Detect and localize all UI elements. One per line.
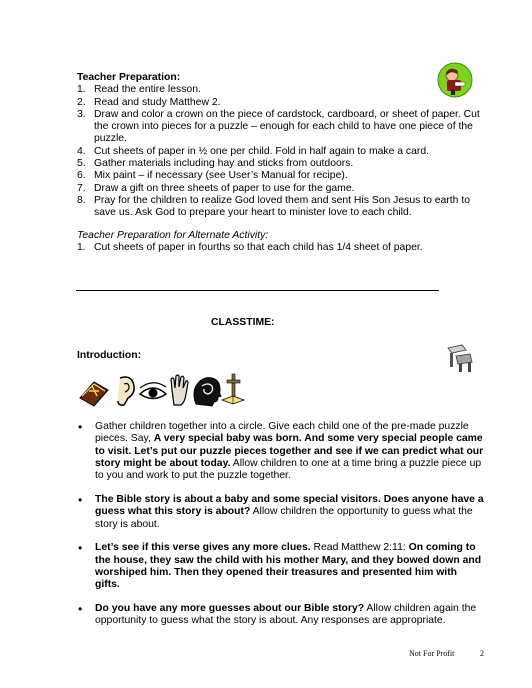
list-item: • Do you have any more guesses about our Bible story? Allow children again the opportunity to guess what the story is about. Any responses are appropriate. [78,603,484,628]
eye-icon [140,383,166,399]
list-item: 8. Pray for the children to realize God loved them and sent His Son Jesus to earth to save us. Ask God to prepare your heart to minister love to each child. [77,194,470,219]
list-item: 2. Read and study Matthew 2. [77,96,221,108]
hand-icon [171,375,188,405]
list-item: 1. Cut sheets of paper in fourths so that each child has 1/4 sheet of paper. [77,242,423,254]
list-item: • The Bible story is about a baby and some special visitors. Does anyone have a guess what this story is about? Allow children the opportunity to guess what the story is about. [78,494,484,531]
list-item: 6. Mix paint – if necessary (see User’s Manual for recipe). [77,170,348,182]
list-item: 7. Draw a gift on three sheets of paper to use for the game. [77,182,355,194]
classtime-heading: CLASSTIME: [211,317,275,328]
list-item: 1. Read the entire lesson. [77,84,201,96]
section-divider [76,290,439,291]
introduction-list [78,421,484,628]
alt-prep-heading: Teacher Preparation for Alternate Activity: [77,230,269,241]
bible-icon [80,382,108,406]
icon-strip [78,372,248,408]
head-icon [194,378,221,406]
list-item: • Gather children together into a circle. Give each child one of the pre-made puzzle pieces. Say, A very special baby was born. And some very special people came to visit. Let’s put our puzzle pieces together and see if we can predict what our story might be about today. Allow children to one at a time bring a puzzle piece up to you and work to put the puzzle together. [78,421,484,482]
teacher-prep-heading: Teacher Preparation: [77,72,181,83]
page-number: 2 [480,649,484,658]
classroom-desk-icon [444,342,474,374]
footer-label: Not For Profit [409,649,455,658]
list-item: 4. Cut sheets of paper in ½ one per child. Fold in half again to make a card. [77,145,430,157]
ear-icon [118,377,134,405]
list-item: • Let’s see if this verse gives any more clues. Read Matthew 2:11: On coming to the house, they saw the child with his mother Mary, and they bowed down and worshiped him. Then they opened their treasures and presented him with gifts. [78,542,484,591]
list-item: 5. Gather materials including hay and sticks from outdoors. [77,158,354,170]
cross-book-icon [222,374,244,404]
introduction-heading: Introduction: [77,350,142,361]
teacher-prep-list [77,84,482,219]
alt-prep-list [77,242,482,254]
list-item: 3. Draw and color a crown on the piece of cardstock, cardboard, or sheet of paper. Cut the crown into pieces for a puzzle – enough for each child to have one piece of the puzzle. [77,108,480,145]
